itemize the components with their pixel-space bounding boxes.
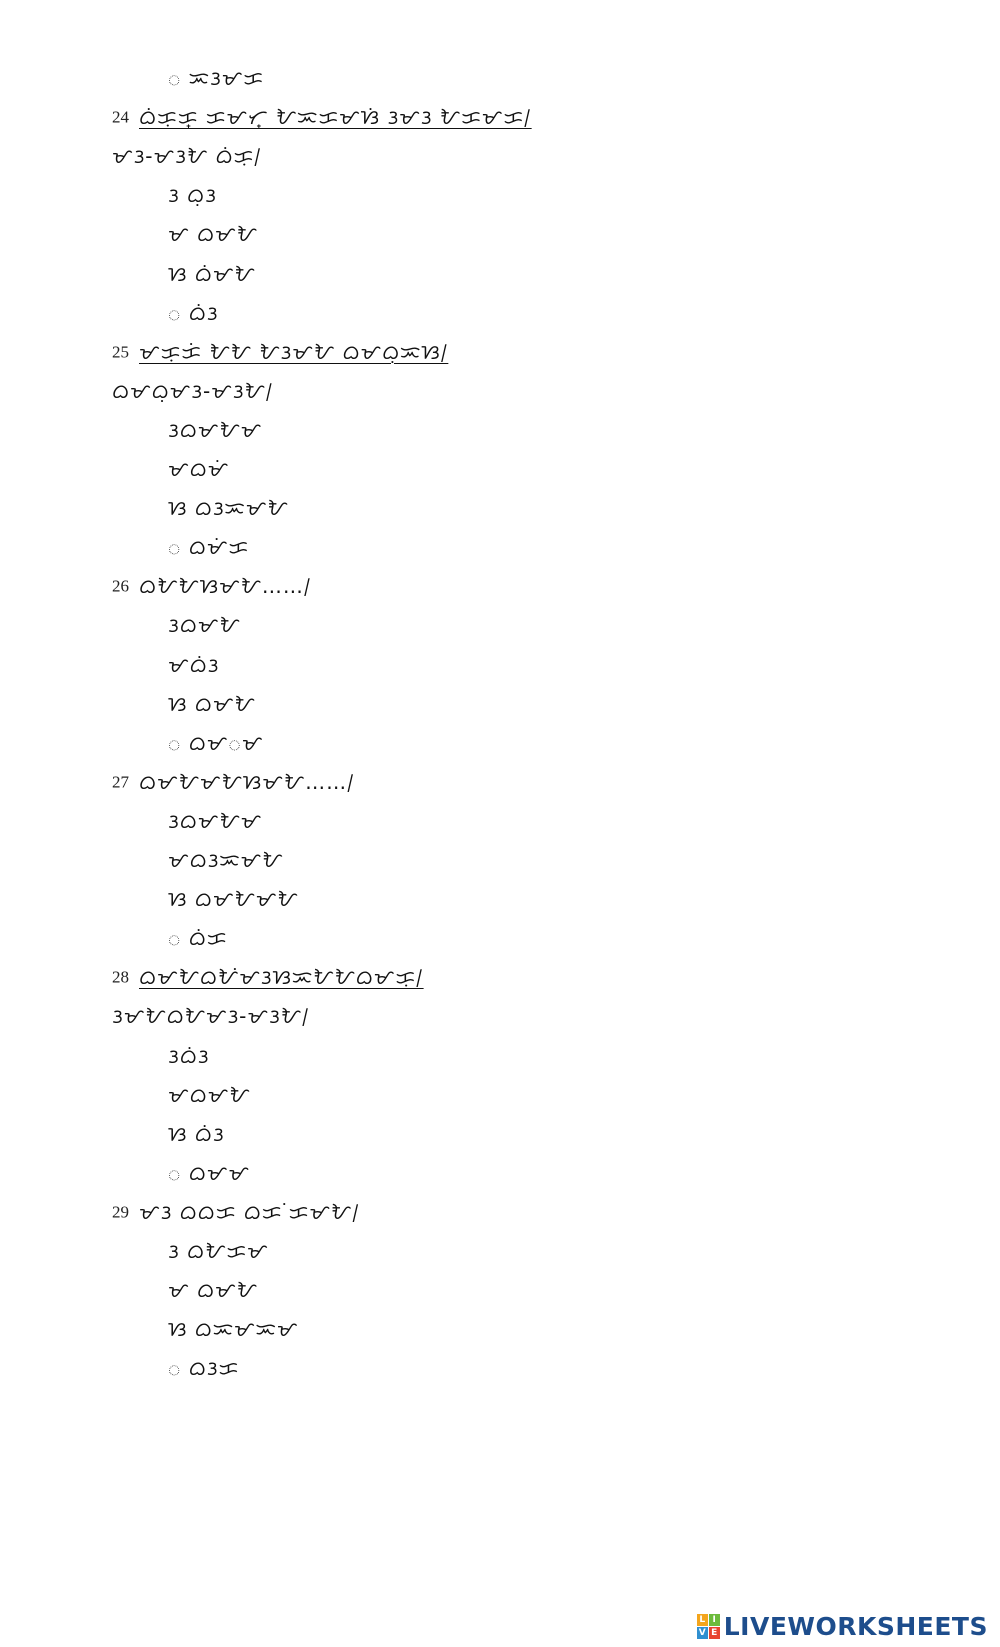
question-text: ᜊᜋᜀᜋᜀᜐᜋᜀ……᜵ <box>139 769 355 794</box>
option-line <box>168 691 256 716</box>
option-text: ᜋᜂ-ᜋᜂᜀ ᜊᜒᜃᜓ᜵ <box>112 144 262 169</box>
option-text: ᜋᜊᜋᜀ <box>168 1082 251 1107</box>
question-text: ᜊᜋᜀᜊᜀᜒᜋᜂᜐᜁᜀᜀᜊᜋᜃᜓ᜵ <box>139 965 424 990</box>
option-text: ᜂᜊᜒᜂ <box>168 1043 210 1068</box>
option-text: ᜀ ᜊᜒᜃ <box>168 926 228 951</box>
option-line <box>168 1317 299 1342</box>
option-text: ᜀ ᜊᜋᜒᜃ <box>168 535 250 560</box>
option-line <box>168 1121 225 1146</box>
question-line <box>112 965 424 990</box>
liveworksheets-logo <box>697 1612 988 1641</box>
option-line <box>168 1082 251 1107</box>
question-continuation <box>112 1004 310 1029</box>
option-text: ᜐ ᜊᜁᜋᜁᜋ <box>168 1317 299 1342</box>
option-line <box>168 1160 250 1185</box>
option-text: ᜀ ᜊᜂᜃ <box>168 1356 240 1381</box>
question-line <box>112 339 449 364</box>
option-text: ᜀ ᜊᜒᜂ <box>168 300 219 325</box>
question-continuation <box>112 378 274 403</box>
option-text: ᜐ ᜊᜂᜁᜋᜀ <box>168 496 289 521</box>
question-line <box>112 105 532 130</box>
option-text: ᜐ ᜊᜒᜋᜀ <box>168 261 256 286</box>
option-text: ᜀ ᜊᜋᜀᜋ <box>168 730 264 755</box>
option-line <box>168 459 229 479</box>
logo-text: LIVEWORKSHEETS <box>723 1612 988 1641</box>
question-line <box>112 769 355 794</box>
option-line <box>168 68 264 88</box>
option-text: ᜐ ᜊᜋᜀ <box>168 691 256 716</box>
option-text: ᜂᜊᜋᜀᜋ <box>168 417 263 442</box>
logo-blocks <box>697 1614 720 1639</box>
option-text: ᜋ ᜊᜋᜀ <box>168 222 258 247</box>
question-number: 29 <box>112 1202 129 1222</box>
option-text: ᜂᜊᜋᜀᜋ <box>168 808 263 833</box>
option-line <box>168 613 241 638</box>
option-text: ᜋ ᜊᜋᜀ <box>168 1278 258 1303</box>
option-text: ᜐ ᜊᜒᜂ <box>168 1121 225 1146</box>
question-number: 27 <box>112 772 129 792</box>
question-number: 28 <box>112 967 129 987</box>
option-line <box>168 730 264 755</box>
question-line <box>112 1199 360 1224</box>
option-line <box>168 808 263 833</box>
option-text: ᜀ ᜁᜂᜋᜃ <box>168 66 264 90</box>
logo-block: E <box>709 1627 720 1639</box>
option-line <box>168 222 258 247</box>
option-text: ᜂᜋᜀᜊᜀᜋᜂ-ᜋᜂᜀ᜵ <box>112 1004 310 1029</box>
option-line <box>168 1278 258 1303</box>
option-line <box>168 1356 240 1381</box>
question-text: ᜊᜒᜃᜓᜃ᜔ ᜃᜋᜆ᜔ ᜀᜁᜃᜋᜐᜒ ᜂᜋᜂ ᜀᜃᜋᜃ᜵ <box>139 105 532 130</box>
option-line <box>168 1241 269 1261</box>
option-text: ᜋᜊᜒᜂ <box>168 652 220 677</box>
option-text: ᜂ ᜊᜀᜃᜋ <box>168 1239 269 1263</box>
option-line <box>168 417 263 442</box>
option-line <box>168 261 256 286</box>
logo-block: I <box>709 1614 720 1626</box>
option-text: ᜐ ᜊᜋᜀᜋᜀ <box>168 887 299 912</box>
option-line <box>168 300 219 325</box>
option-line <box>168 496 289 521</box>
question-line <box>112 574 312 599</box>
option-line <box>168 183 217 208</box>
option-line <box>168 926 228 951</box>
option-line <box>168 887 299 912</box>
option-line <box>168 535 250 560</box>
option-text: ᜋᜊᜂᜁᜋᜀ <box>168 848 284 872</box>
logo-block: L <box>697 1614 708 1626</box>
question-number: 26 <box>112 576 129 596</box>
question-text: ᜊᜀᜀᜐᜋᜀ……᜵ <box>139 574 312 599</box>
question-number: 24 <box>112 107 129 127</box>
option-line <box>168 1043 210 1068</box>
question-text: ᜋᜂ ᜊᜊᜃ ᜊᜃ ᜒᜃᜋᜀ᜵ <box>139 1199 360 1224</box>
question-number: 25 <box>112 342 129 362</box>
option-line <box>168 850 283 870</box>
option-line <box>168 652 220 677</box>
question-continuation <box>112 144 262 169</box>
option-text: ᜂᜊᜋᜀ <box>168 613 241 638</box>
logo-block: V <box>697 1627 708 1639</box>
option-text: ᜊᜋᜊᜓᜋᜂ-ᜋᜂᜀ᜵ <box>112 378 274 403</box>
option-text: ᜂ ᜊᜓᜂ <box>168 183 217 208</box>
question-text: ᜋᜃᜓᜃᜒ ᜀᜀ ᜀᜂᜋᜀ ᜊᜋᜊᜓᜁᜐ᜵ <box>139 339 449 364</box>
option-text: ᜋᜊᜋᜒ <box>168 457 230 481</box>
option-text: ᜀ ᜊᜋᜋ <box>168 1160 250 1185</box>
